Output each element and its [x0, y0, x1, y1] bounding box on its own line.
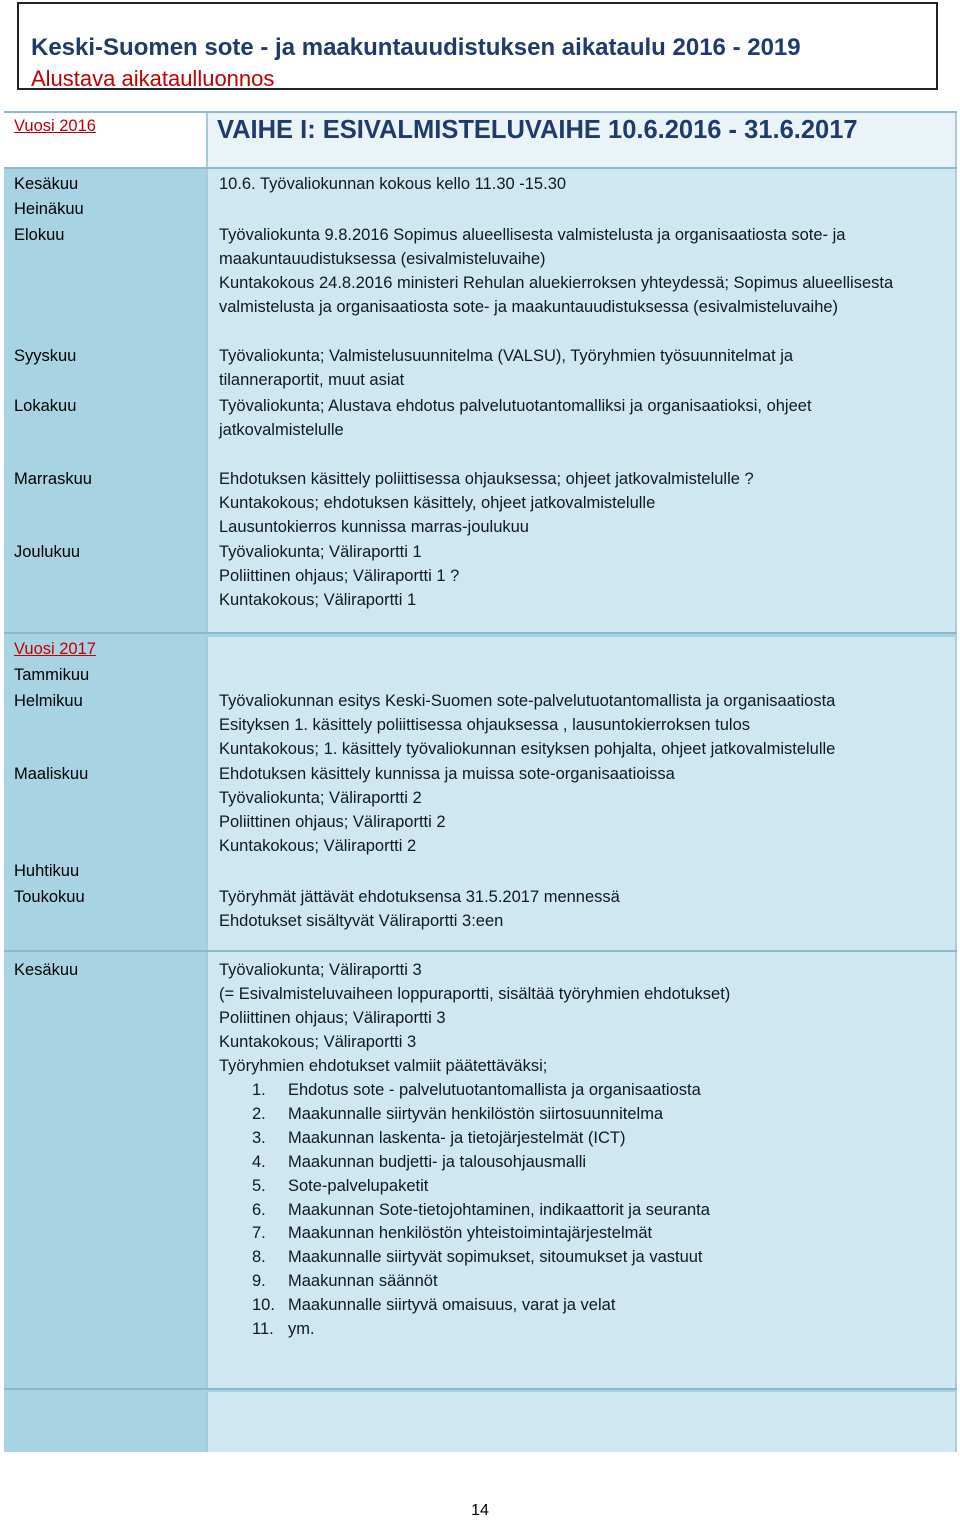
entry-december-line: Poliittinen ohjaus; Väliraportti 1 ? — [219, 567, 460, 585]
entry-december-line: Kuntakokous; Väliraportti 1 — [219, 591, 417, 609]
list-item: Sote-palvelupaketit — [288, 1176, 429, 1195]
entry-june-2017-line: Kuntakokous; Väliraportti 3 — [219, 1033, 417, 1051]
year-2017-label: Vuosi 2017 — [14, 640, 96, 658]
month-label-elokuu: Elokuu — [14, 226, 65, 244]
list-item-number: 2. — [252, 1104, 266, 1123]
month-label-kesakuu: Kesäkuu — [14, 175, 79, 193]
month-label-helmikuu: Helmikuu — [14, 692, 83, 710]
entry-september-line: Työvaliokunta; Valmistelusuunnitelma (VALSU), Työryhmien työsuunnitelmat ja — [219, 347, 794, 365]
entry-march-line: Poliittinen ohjaus; Väliraportti 2 — [219, 813, 446, 831]
entry-february-line: Työvaliokunnan esitys Keski-Suomen sote-palvelutuotantomallista ja organisaatiosta — [219, 692, 836, 710]
entry-june-2017-line: Työvaliokunta; Väliraportti 3 — [219, 961, 422, 979]
entry-march-line: Työvaliokunta; Väliraportti 2 — [219, 789, 422, 807]
month-label-syyskuu: Syyskuu — [14, 347, 77, 365]
month-label-huhtikuu: Huhtikuu — [14, 862, 80, 880]
row-divider — [4, 111, 957, 113]
list-item: Maakunnan laskenta- ja tietojärjestelmät (ICT) — [288, 1128, 626, 1147]
entry-june-2017-line: Työryhmien ehdotukset valmiit päätettäväksi; — [219, 1057, 548, 1075]
month-label-heinakuu: Heinäkuu — [14, 200, 84, 218]
document-title: Keski-Suomen sote - ja maakuntauudistuksen aikataulu 2016 - 2019 — [31, 34, 801, 61]
entry-august-line: Työvaliokunta 9.8.2016 Sopimus alueellisesta valmistelusta ja organisaatiosta sote- ja — [219, 226, 846, 244]
list-item-number: 6. — [252, 1200, 266, 1219]
row-divider — [4, 167, 957, 169]
document-subtitle: Alustava aikataulluonnos — [31, 66, 275, 90]
month-label-toukokuu: Toukokuu — [14, 888, 85, 906]
entry-august-line: maakuntauudistuksessa (esivalmisteluvaihe) — [219, 250, 546, 268]
entry-november-line: Lausuntokierros kunnissa marras-joulukuu — [219, 518, 529, 536]
entry-february-line: Esityksen 1. käsittely poliittisessa ohjauksessa , lausuntokierroksen tulos — [219, 716, 751, 734]
list-item: Maakunnan Sote-tietojohtaminen, indikaattorit ja seuranta — [288, 1200, 710, 1219]
month-label-lokakuu: Lokakuu — [14, 397, 77, 415]
list-item: Ehdotus sote - palvelutuotantomallista ja organisaatiosta — [288, 1081, 701, 1099]
entry-december-line: Työvaliokunta; Väliraportti 1 — [219, 543, 422, 561]
entry-march-line: Kuntakokous; Väliraportti 2 — [219, 837, 417, 855]
list-item-number: 10. — [252, 1296, 275, 1315]
entry-may-line: Työryhmät jättävät ehdotuksensa 31.5.2017 mennessä — [219, 888, 620, 906]
entry-august-line: valmistelusta ja organisaatiosta sote- ja maakuntauudistuksessa (esivalmisteluvaihe) — [219, 298, 839, 316]
list-item: Maakunnan budjetti- ja talousohjausmalli — [288, 1152, 587, 1171]
list-item: Maakunnalle siirtyvät sopimukset, sitoumukset ja vastuut — [288, 1248, 703, 1267]
page-number: 14 — [471, 1502, 489, 1519]
timeline-cell — [206, 637, 957, 660]
list-item-number: 3. — [252, 1128, 266, 1147]
entry-march-line: Ehdotuksen käsittely kunnissa ja muissa sote-organisaatioissa — [219, 765, 675, 783]
month-label-maaliskuu: Maaliskuu — [14, 765, 89, 783]
row-divider — [4, 1388, 957, 1390]
entry-may-line: Ehdotukset sisältyvät Väliraportti 3:een — [219, 912, 504, 930]
row-divider — [4, 950, 957, 952]
month-label-kesakuu-2017: Kesäkuu — [14, 961, 79, 979]
list-item: Maakunnan henkilöstön yhteistoimintajärjestelmät — [288, 1224, 653, 1243]
entry-june-2016: 10.6. Työvaliokunnan kokous kello 11.30 -15.30 — [219, 175, 567, 193]
entry-november-line: Kuntakokous; ehdotuksen käsittely, ohjeet jatkovalmistelulle — [219, 494, 656, 512]
list-item-number: 11. — [252, 1320, 274, 1338]
entry-november-line: Ehdotuksen käsittely poliittisessa ohjauksessa; ohjeet jatkovalmistelulle ? — [219, 470, 754, 488]
timeline-cell — [206, 1392, 957, 1452]
list-item-number: 5. — [252, 1176, 266, 1195]
list-item: Maakunnalle siirtyvän henkilöstön siirtosuunnitelma — [288, 1104, 664, 1123]
list-item: Maakunnalle siirtyvä omaisuus, varat ja velat — [288, 1296, 616, 1315]
entry-august-line: Kuntakokous 24.8.2016 ministeri Rehulan aluekierroksen yhteydessä; Sopimus alueellisesta — [219, 274, 894, 292]
entry-october-line: jatkovalmistelulle — [219, 421, 344, 439]
phase-title: VAIHE I: ESIVALMISTELUVAIHE 10.6.2016 - 31.6.2017 — [217, 116, 858, 144]
list-item-number: 1. — [252, 1081, 266, 1099]
list-item-number: 8. — [252, 1248, 266, 1267]
document-header — [17, 2, 938, 90]
list-item: ym. — [288, 1320, 315, 1338]
month-label-tammikuu: Tammikuu — [14, 666, 90, 684]
entry-february-line: Kuntakokous; 1. käsittely työvaliokunnan esityksen pohjalta, ohjeet jatkovalmistelulle — [219, 740, 836, 758]
list-item-number: 9. — [252, 1272, 266, 1291]
list-item: Maakunnan säännöt — [288, 1272, 438, 1291]
month-label-marraskuu: Marraskuu — [14, 470, 92, 488]
list-item-number: 4. — [252, 1152, 266, 1171]
entry-june-2017-line: Poliittinen ohjaus; Väliraportti 3 — [219, 1009, 446, 1027]
entry-october-line: Työvaliokunta; Alustava ehdotus palvelutuotantomalliksi ja organisaatioksi, ohjeet — [219, 397, 812, 415]
entry-june-2017-line: (= Esivalmisteluvaiheen loppuraportti, sisältää työryhmien ehdotukset) — [219, 985, 731, 1003]
row-divider — [4, 632, 957, 634]
entry-september-line: tilanneraportit, muut asiat — [219, 371, 405, 389]
list-item-number: 7. — [252, 1224, 266, 1243]
year-2016-label: Vuosi 2016 — [14, 117, 96, 135]
month-label-joulukuu: Joulukuu — [14, 543, 81, 561]
